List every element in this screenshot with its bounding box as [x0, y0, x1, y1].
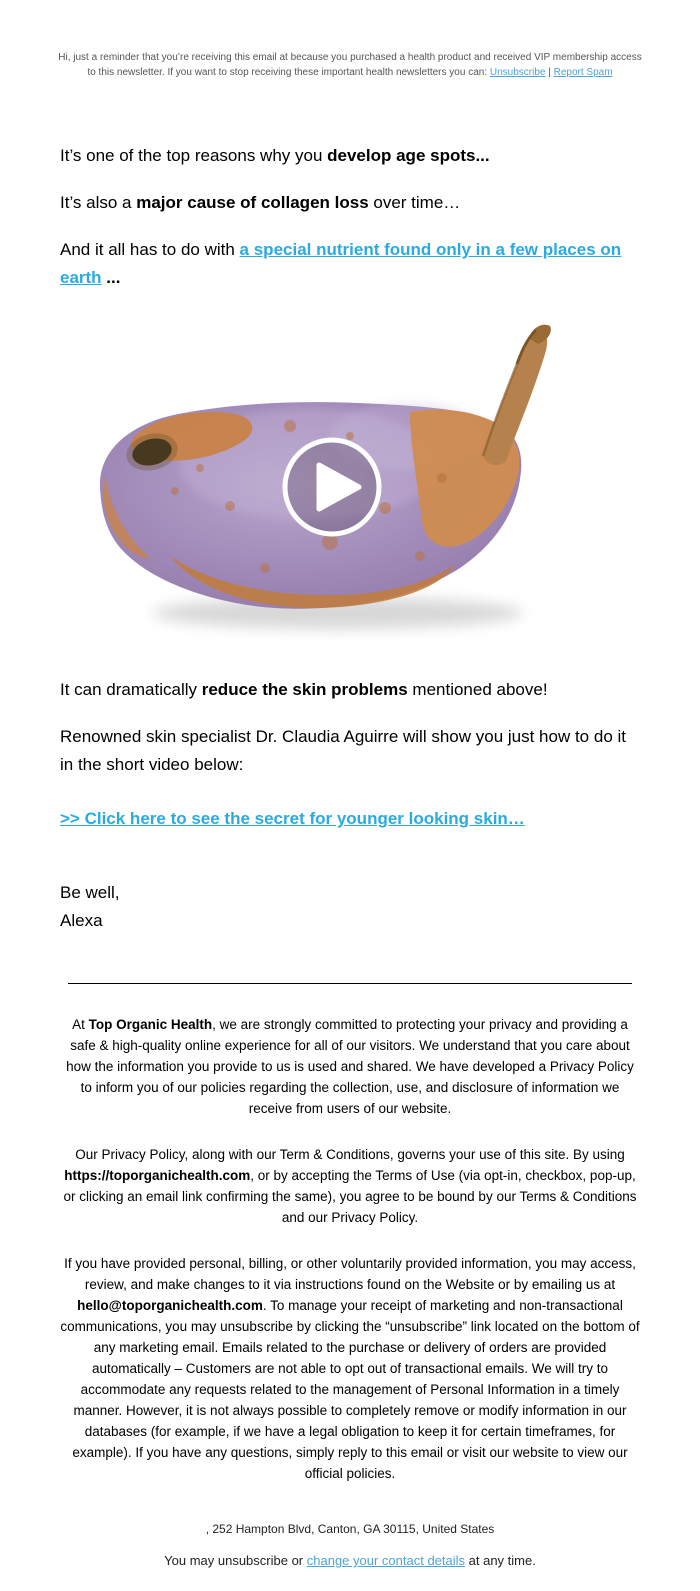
bold-skin-problems: reduce the skin problems [201, 680, 408, 699]
intro-paragraph-collagen [60, 189, 640, 217]
change-contact-link[interactable]: change your contact details [306, 1553, 466, 1568]
legal-paragraph-data [60, 1253, 640, 1484]
bold-collagen-loss: major cause of collagen loss [136, 193, 369, 212]
text-segment: It can dramatically [60, 680, 202, 699]
header-disclaimer [0, 0, 700, 80]
nutrient-paragraph [60, 236, 640, 292]
intro-paragraph-age-spots [60, 142, 640, 170]
legal-paragraph-terms [60, 1144, 640, 1228]
benefit-paragraph [60, 676, 640, 704]
link-separator: | [545, 67, 554, 78]
divider [68, 983, 632, 984]
text-segment: , we are strongly committed to protecting your privacy and providing a safe & high-quality online experience for all of our visitors. We understand that you care about how the information you provide to us is used and shared. We have developed a Privacy Policy to inform you of our policies regarding the collection, use, and disclosure of information we receive from users of our website. [66, 1017, 634, 1116]
text-segment: over time… [368, 193, 461, 212]
text-segment: Our Privacy Policy, along with our Term & Conditions, governs your use of this site. By using [75, 1147, 625, 1162]
cta-link[interactable]: >> Click here to see the secret for younger looking skin… [60, 809, 525, 828]
report-spam-link[interactable]: Report Spam [553, 67, 613, 78]
site-url-bold: https://toporganichealth.com [64, 1168, 251, 1183]
disclaimer-text: Hi, just a reminder that you’re receiving this email at because you purchased a health product and received VIP membership access to this newsletter. If you want to stop receiving these important health newsletters you can: [58, 52, 642, 78]
legal-paragraph-privacy [60, 1014, 640, 1119]
text-segment: If you have provided personal, billing, or other voluntarily provided information, you may access, review, and make changes to it via instructions found on the Website or by emailing us at [64, 1256, 636, 1292]
brand-name-bold: Top Organic Health [88, 1017, 213, 1032]
text-segment: . To manage your receipt of marketing and non-transactional communications, you may unsubscribe by clicking the “unsubscribe” link located on the bottom of any marketing email. Emails related to the purchase or delivery of orders are provided automatically – Customers are not able to opt out of transactional emails. We will try to accommodate any requests related to the management of Personal Information in a timely manner. However, it is not always possible to completely remove or modify information in our databases (for example, if we have a legal obligation to keep it for certain timeframes, for example). If you have any questions, simply reply to this email or visit our website to view our official policies. [60, 1298, 640, 1481]
text-segment: mentioned above! [407, 680, 548, 699]
special-nutrient-link[interactable]: a special nutrient found only in a few places on earth [60, 240, 622, 287]
play-icon [285, 440, 379, 534]
footer-address: , 252 Hampton Blvd, Canton, GA 30115, United States [205, 1522, 495, 1536]
unsubscribe-link[interactable]: Unsubscribe [489, 67, 546, 78]
text-segment: It’s also a [60, 193, 137, 212]
signoff-line1: Be well, [60, 883, 120, 902]
footer-unsubscribe-line [60, 1553, 640, 1591]
text-segment: , or by accepting the Terms of Use (via opt-in, checkbox, pop-up, or clicking an email link confirming the same), you agree to be bound by our Terms & Conditions and our Privacy Policy. [63, 1168, 637, 1225]
video-thumbnail[interactable] [80, 316, 620, 646]
fruit-image [80, 316, 620, 646]
text-segment: And it all has to do with [60, 240, 240, 259]
text-segment: You may unsubscribe or [164, 1553, 307, 1568]
cta-paragraph [60, 805, 640, 833]
signoff [60, 879, 640, 935]
text-segment: It’s one of the top reasons why you [60, 146, 328, 165]
bold-age-spots: develop age spots... [327, 146, 490, 165]
text-segment: at any time. [465, 1553, 536, 1568]
text-segment: At [72, 1017, 89, 1032]
bold-ellipsis: ... [101, 268, 121, 287]
email-address-bold: hello@toporganichealth.com [77, 1298, 263, 1313]
signoff-line2: Alexa [60, 911, 103, 930]
email-body [0, 142, 700, 1591]
specialist-paragraph: Renowned skin specialist Dr. Claudia Aguirre will show you just how to do it in the short video below: [60, 727, 626, 774]
